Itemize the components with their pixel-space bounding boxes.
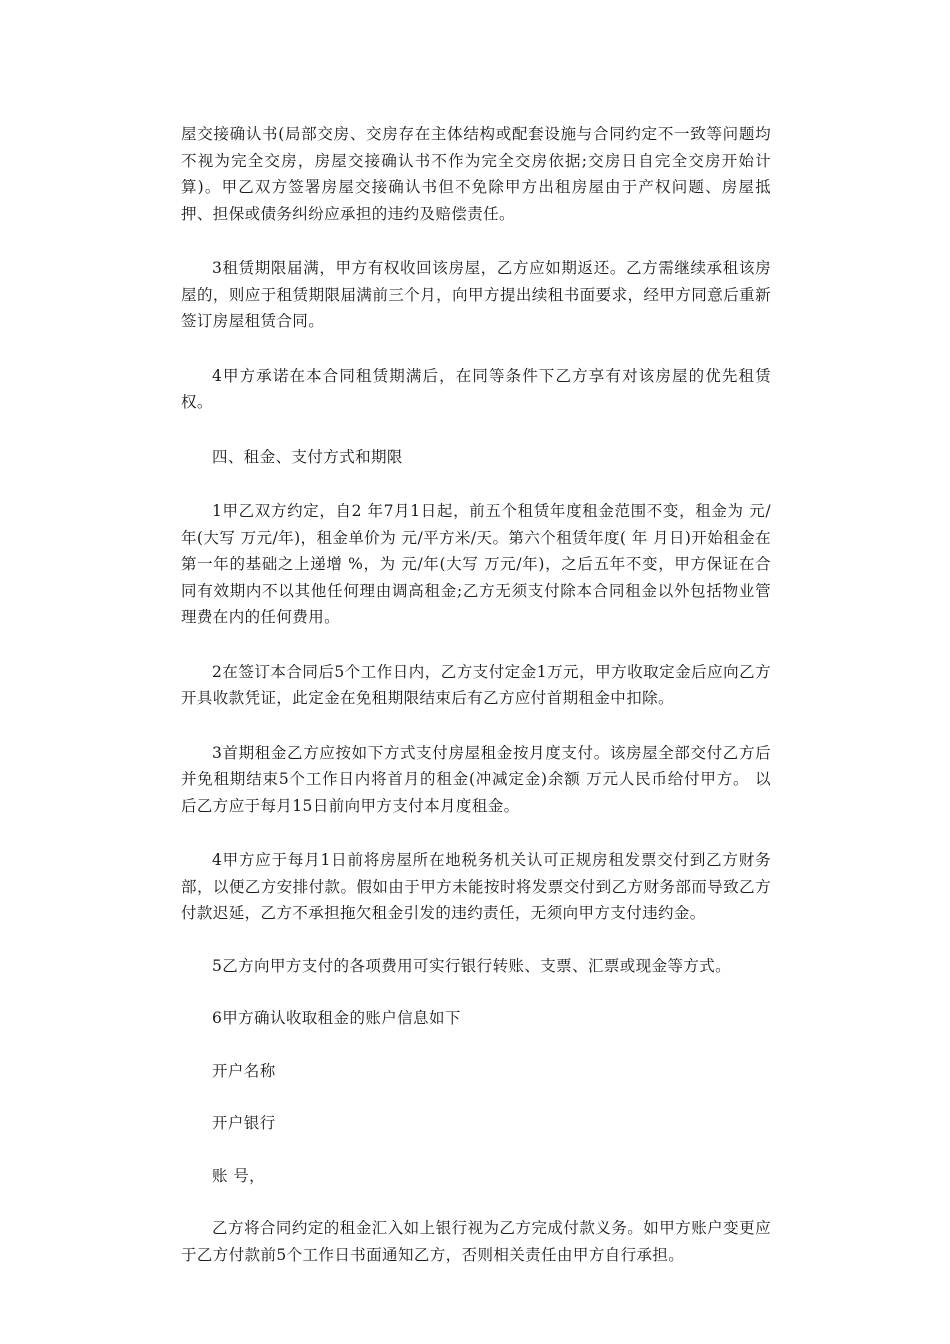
paragraph-first-rent: 3首期租金乙方应按如下方式支付房屋租金按月度支付。该房屋全部交付乙方后并免租期结束5个工作日内将首月的租金(冲减定金)余额 万元人民币给付甲方。 以后乙方应于每月15日前向甲方支付本月度租金。 xyxy=(181,743,771,815)
paragraph-account-info: 6甲方确认收取租金的账户信息如下 xyxy=(212,1009,461,1027)
account-name-label: 开户名称 xyxy=(212,1061,276,1080)
paragraph-account-change: 乙方将合同约定的租金汇入如上银行视为乙方完成付款义务。如甲方账户变更应于乙方付款前5个工作日书面通知乙方，否则相关责任由甲方自行承担。 xyxy=(181,1219,771,1264)
paragraph-deposit: 2在签订本合同后5个工作日内，乙方支付定金1万元，甲方收取定金后应向乙方开具收款凭证，此定金在免租期限结束后有乙方应付首期租金中扣除。 xyxy=(181,662,771,707)
paragraph-lease-expiry: 3租赁期限届满，甲方有权收回该房屋，乙方应如期返还。乙方需继续承租该房屋的，则应于租赁期限届满前三个月，向甲方提出续租书面要求，经甲方同意后重新签订房屋租赁合同。 xyxy=(181,259,771,330)
paragraph-invoice: 4甲方应于每月1日前将房屋所在地税务机关认可正规房租发票交付到乙方财务部，以便乙方安排付款。假如由于甲方未能按时将发票交付到乙方财务部而导致乙方付款迟延，乙方不承担拖欠租金引发的违约责任，无须向甲方支付违约金。 xyxy=(181,851,771,922)
account-bank-label: 开户银行 xyxy=(212,1114,276,1132)
section-heading-rent-payment: 四、租金、支付方式和期限 xyxy=(212,447,403,466)
paragraph-priority-lease: 4甲方承诺在本合同租赁期满后，在同等条件下乙方享有对该房屋的优先租赁权。 xyxy=(181,366,771,411)
paragraph-rent-agreement: 1甲乙双方约定，自2 年7月1日起，前五个租赁年度租金范围不变，租金为 元/年(大写 万元/年)，租金单价为 元/平方米/天。第六个租赁年度( 年 月日)开始租金在第一年的基础之上递增 %，为 元/年(大写 万元/年)，之后五年不变，甲方保证在合同有效期内不以其他任何理由调高租金;乙方无须支付除本合同租金以外包括物业管理费在内的任何费用。 xyxy=(181,502,771,626)
paragraph-handover-confirmation: 屋交接确认书(局部交房、交房存在主体结构或配套设施与合同约定不一致等问题均不视为完全交房，房屋交接确认书不作为完全交房依据;交房日自完全交房开始计算)。甲乙双方签署房屋交接确认书但不免除甲方出租房屋由于产权问题、房屋抵押、担保或债务纠纷应承担的违约及赔偿责任。 xyxy=(181,125,771,223)
account-number-label: 账 号， xyxy=(212,1166,266,1185)
document-page xyxy=(181,121,771,1268)
paragraph-payment-methods: 5乙方向甲方支付的各项费用可实行银行转账、支票、汇票或现金等方式。 xyxy=(212,956,732,975)
